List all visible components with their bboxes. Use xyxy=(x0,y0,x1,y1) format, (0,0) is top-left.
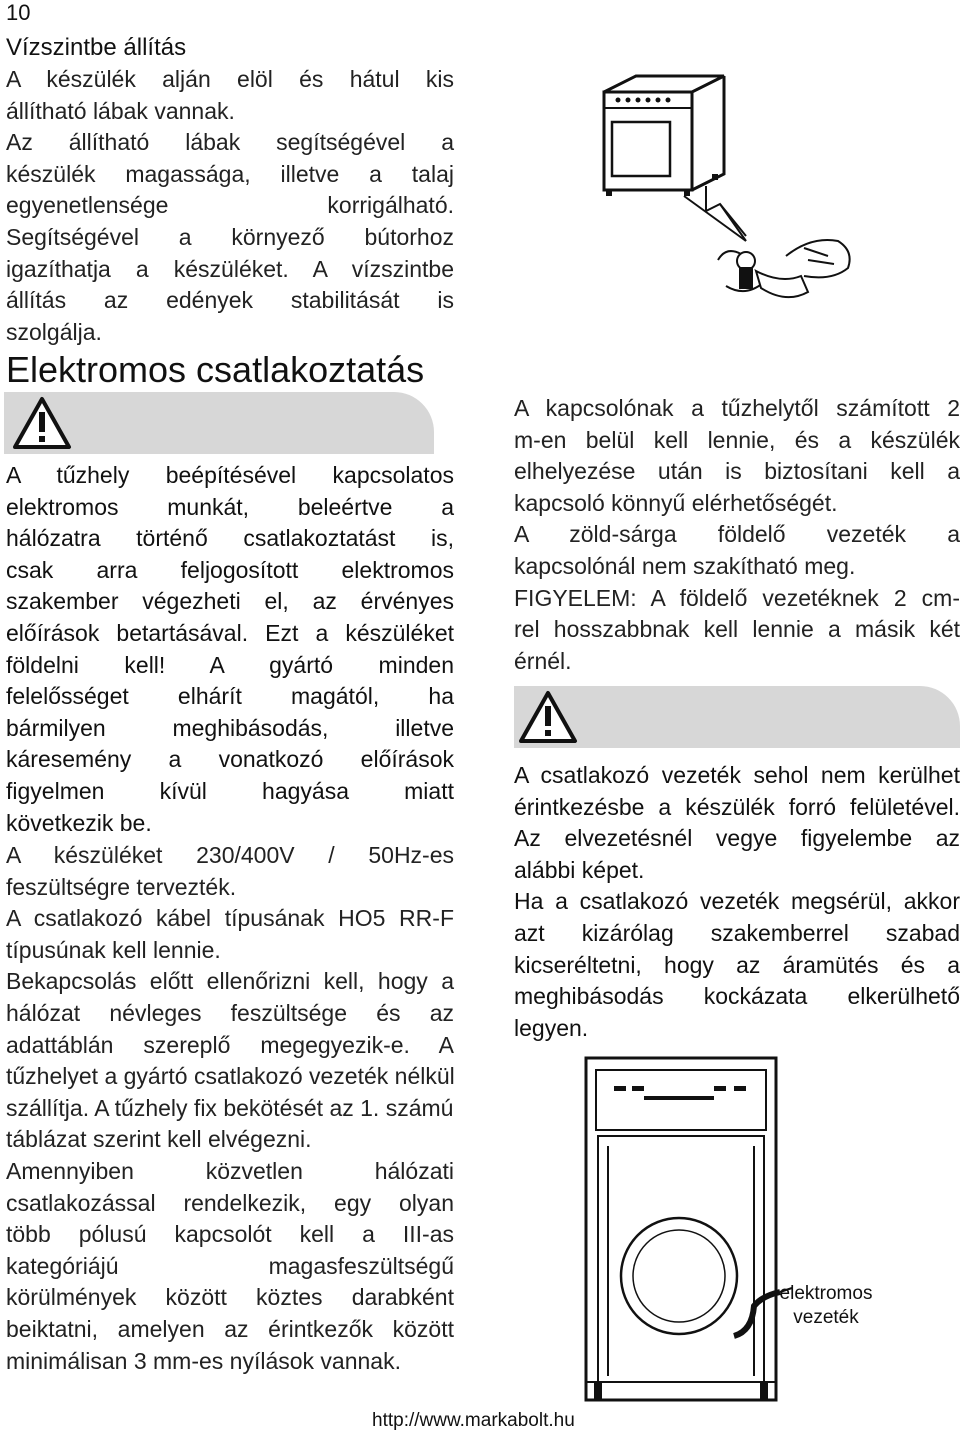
electrical-warning-line: előírások betartásával. Ezt a készüléket xyxy=(6,620,454,646)
leveling-line: Segítségével a környező bútorhoz xyxy=(6,224,454,250)
warning-banner-left xyxy=(4,392,434,454)
leveling-line: készülék magassága, illetve a talaj xyxy=(6,160,454,187)
right-warning-line: Ha a csatlakozó vezeték megsérül, akkor xyxy=(514,888,960,915)
electrical-body-line: kategóriájú magasfeszültségű xyxy=(6,1252,454,1279)
warning-triangle-icon xyxy=(12,396,72,450)
right-line: elhelyezése után is biztosítani kell a xyxy=(514,458,960,485)
electrical-body-line: körülmények között köztes darabként xyxy=(6,1284,454,1311)
stove-leveling-illustration xyxy=(596,36,860,336)
footer-url: http://www.markabolt.hu xyxy=(372,1410,575,1431)
electrical-body-line: szállítja. A tűzhely fix bekötését az 1. számú xyxy=(6,1094,454,1121)
cable-caption-line2: vezeték xyxy=(793,1307,859,1328)
electrical-body-line: típusúnak kell lennie. xyxy=(6,936,221,963)
right-line: A kapcsolónak a tűzhelytől számított 2 xyxy=(514,395,960,421)
warning-triangle-icon xyxy=(518,690,578,744)
leveling-line: A készülék alján elöl és hátul kis xyxy=(6,66,454,92)
electrical-body-line: Bekapcsolás előtt ellenőrizni kell, hogy a xyxy=(6,968,454,995)
electrical-warning-line: hálózatra történő csatlakoztatást is, xyxy=(6,525,454,552)
cable-caption-line1: elektromos xyxy=(779,1283,873,1304)
section-title-leveling: Vízszintbe állítás xyxy=(6,34,187,61)
section-title-electrical: Elektromos csatlakoztatás xyxy=(6,349,425,390)
right-line: kapcsolónál nem szakítható meg. xyxy=(514,553,856,579)
warning-banner-right xyxy=(514,686,960,748)
electrical-body-line: minimálisan 3 mm-es nyílások vannak. xyxy=(6,1347,401,1374)
electrical-body-line: táblázat szerint kell elvégezni. xyxy=(6,1126,312,1153)
electrical-body-line: csatlakozással rendelkezik, egy olyan xyxy=(6,1189,454,1216)
electrical-warning-line: figyelmen kívül hagyása miatt xyxy=(6,778,454,804)
leveling-line: igazíthatja a készüléket. A vízszintbe xyxy=(6,255,454,282)
right-warning-line: meghibásodás kockázata elkerülhető xyxy=(514,983,960,1010)
electrical-warning-line: következik be. xyxy=(6,809,152,836)
leveling-line: szolgálja. xyxy=(6,318,102,345)
electrical-warning-line: szakember végezheti el, az érvényes xyxy=(6,588,454,615)
right-line: FIGYELEM: A földelő vezetéknek 2 cm- xyxy=(514,584,960,611)
leveling-line: állítás az edények stabilitását is xyxy=(6,287,454,314)
electrical-warning-line: bármilyen meghibásodás, illetve xyxy=(6,714,454,741)
electrical-body-line: Amennyiben közvetlen hálózati xyxy=(6,1158,454,1184)
electrical-body-line: A csatlakozó kábel típusának HO5 RR-F xyxy=(6,905,454,932)
page-number: 10 xyxy=(6,0,31,25)
leveling-line: Az állítható lábak segítségével a xyxy=(6,129,454,156)
electrical-warning-line: földelni kell! A gyártó minden xyxy=(6,651,454,678)
electrical-warning-line: csak arra feljogosított elektromos xyxy=(6,556,454,583)
right-warning-line: legyen. xyxy=(514,1014,589,1041)
electrical-body-line: több pólusú kapcsolót kell a III-as xyxy=(6,1221,454,1248)
right-warning-line: érintkezésbe a készülék forró felületével. xyxy=(514,793,960,820)
electrical-warning-line: káresemény a vonatkozó előírások xyxy=(6,746,454,773)
leveling-line: állítható lábak vannak. xyxy=(6,97,235,124)
right-warning-line: Az elvezetésnél vegye figyelembe az xyxy=(514,825,960,852)
electrical-body-line: tűzhelyet a gyártó csatlakozó vezeték nélkül xyxy=(6,1063,455,1090)
electrical-warning-line: elektromos munkát, beleértve a xyxy=(6,493,454,520)
right-warning-line: A csatlakozó vezeték sehol nem kerülhet xyxy=(514,762,960,788)
stove-back-cable-illustration xyxy=(584,1056,794,1408)
electrical-body-line: feszültségre tervezték. xyxy=(6,873,237,900)
right-warning-line: kicseréltetni, hogy az áramütés és a xyxy=(514,951,960,978)
right-warning-line: azt kizárólag szakemberrel szabad xyxy=(514,920,960,946)
right-line: érnél. xyxy=(514,647,572,674)
electrical-warning-line: A tűzhely beépítésével kapcsolatos xyxy=(6,462,454,488)
right-line: A zöld-sárga földelő vezeték a xyxy=(514,521,960,548)
leveling-line: egyenetlensége korrigálható. xyxy=(6,192,454,219)
right-line: m-en belül kell lennie, és a készülék xyxy=(514,426,960,453)
electrical-body-line: beiktatni, amelyen az érintkezők között xyxy=(6,1316,454,1342)
cable-caption xyxy=(766,1282,886,1330)
electrical-body-line: hálózat névleges feszültsége és az xyxy=(6,1000,454,1026)
right-warning-line: alábbi képet. xyxy=(514,856,645,883)
electrical-body-line: A készüléket 230/400V / 50Hz-es xyxy=(6,842,454,868)
right-line: rel hosszabbnak kell lennie a másik két xyxy=(514,616,960,643)
electrical-body-line: adattáblán szereplő megegyezik-e. A xyxy=(6,1031,454,1058)
electrical-warning-line: felelősséget elhárít magától, ha xyxy=(6,683,454,710)
right-line: kapcsoló könnyű elérhetőségét. xyxy=(514,489,838,516)
